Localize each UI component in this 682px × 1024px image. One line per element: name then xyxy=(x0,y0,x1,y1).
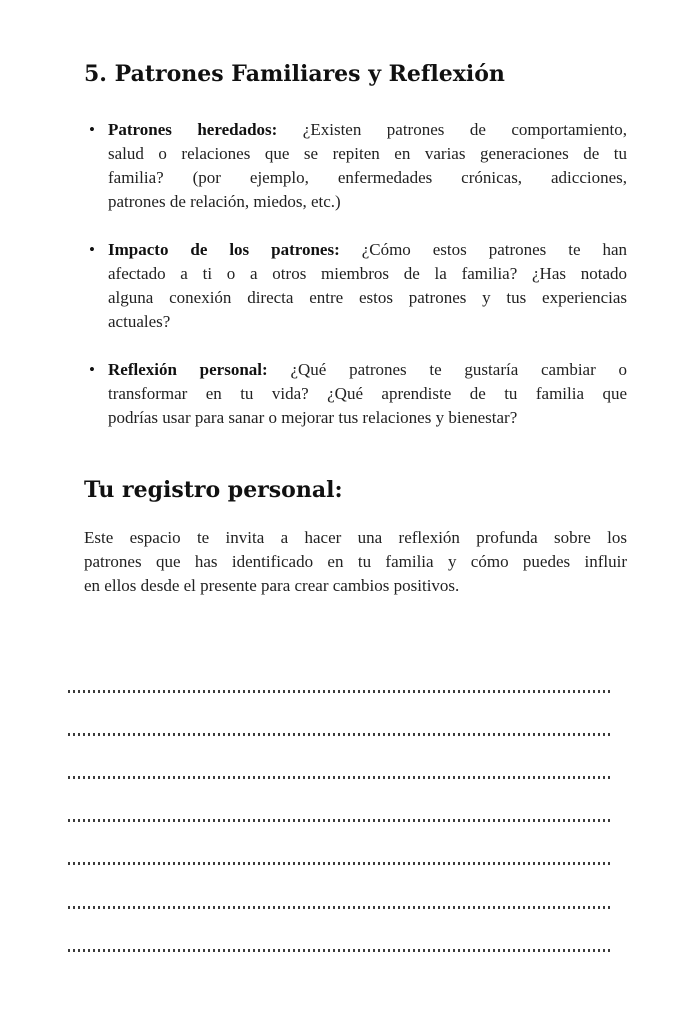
writing-line xyxy=(68,862,613,865)
registro-heading: Tu registro personal: xyxy=(84,477,343,503)
bullet-line xyxy=(108,358,627,382)
bullet-label: Impacto de los patrones: xyxy=(108,240,340,259)
paragraph-line: patrones que has identificado en tu familia y cómo puedes influir xyxy=(84,552,627,571)
bullet-line: salud o relaciones que se repiten en varias generaciones de tu xyxy=(108,144,627,163)
page-title: 5. Patrones Familiares y Reflexión xyxy=(84,61,505,87)
writing-line xyxy=(68,819,613,822)
bullet-text: ¿Existen patrones de comportamiento, xyxy=(302,120,628,139)
bullet-text: ¿Cómo estos patrones te han xyxy=(361,240,627,259)
writing-line xyxy=(68,906,613,909)
bullet-icon: • xyxy=(89,120,95,139)
paragraph-line: Este espacio te invita a hacer una reflexión profunda sobre los xyxy=(84,528,627,547)
bullet-line xyxy=(108,118,627,142)
bullet-line: afectado a ti o a otros miembros de la familia? ¿Has notado xyxy=(108,264,627,283)
bullet-line: transformar en tu vida? ¿Qué aprendiste de tu familia que xyxy=(108,384,627,403)
bullet-line xyxy=(108,238,627,262)
bullet-text: ¿Qué patrones te gustaría cambiar o xyxy=(290,360,627,379)
bullet-line: familia? (por ejemplo, enfermedades crónicas, adicciones, xyxy=(108,168,627,187)
writing-line xyxy=(68,690,613,693)
bullet-line: alguna conexión directa entre estos patrones y tus experiencias xyxy=(108,288,627,307)
bullet-icon: • xyxy=(89,240,95,259)
bullet-label: Reflexión personal: xyxy=(108,360,268,379)
bullet-line: podrías usar para sanar o mejorar tus relaciones y bienestar? xyxy=(108,408,518,427)
bullet-icon: • xyxy=(89,360,95,379)
bullet-line: patrones de relación, miedos, etc.) xyxy=(108,192,341,211)
bullet-label: Patrones heredados: xyxy=(108,120,278,139)
registro-paragraph xyxy=(84,526,627,598)
writing-line xyxy=(68,733,613,736)
bullet-line: actuales? xyxy=(108,312,171,331)
bullet-list xyxy=(84,118,627,454)
paragraph-line: en ellos desde el presente para crear cambios positivos. xyxy=(84,576,460,595)
writing-line xyxy=(68,776,613,779)
bullet-item-reflexion-personal xyxy=(84,358,627,430)
bullet-item-patrones-heredados xyxy=(84,118,627,214)
writing-line xyxy=(68,949,613,952)
bullet-item-impacto-patrones xyxy=(84,238,627,334)
